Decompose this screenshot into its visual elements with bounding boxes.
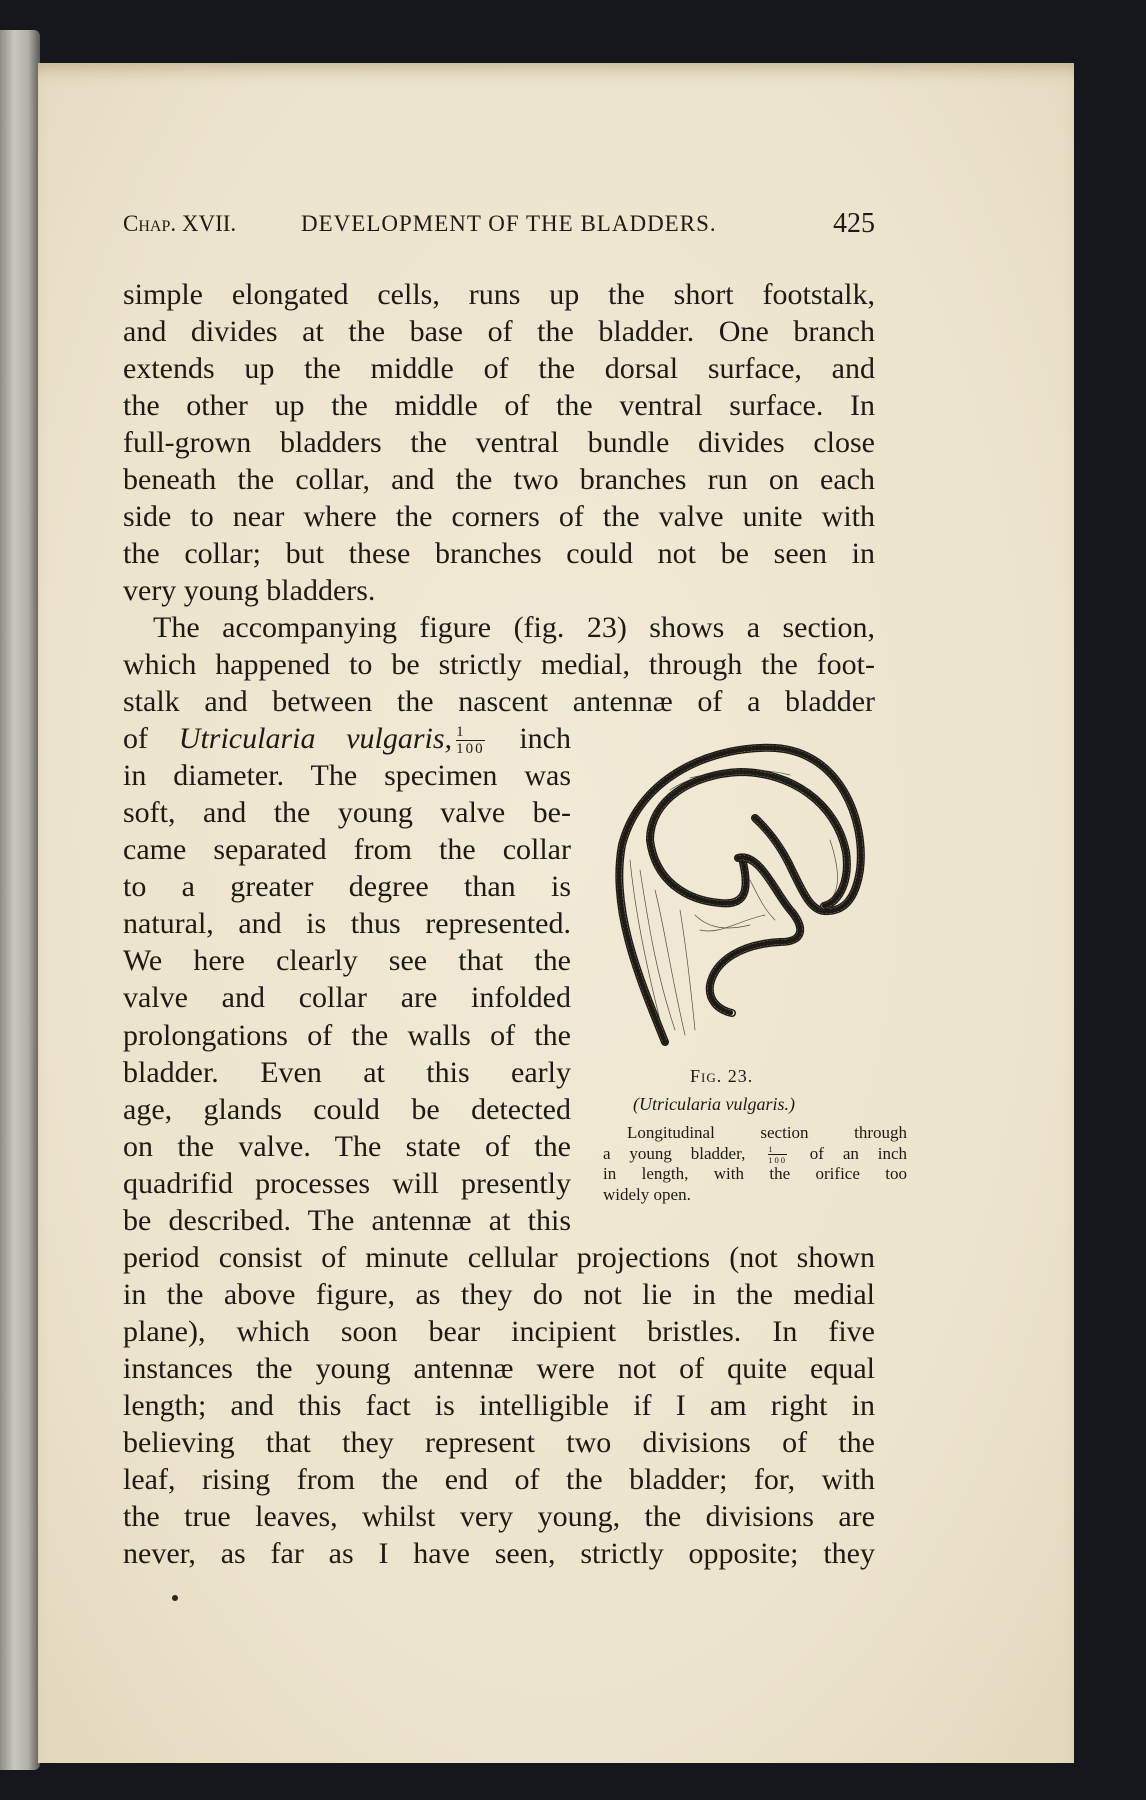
text-line xyxy=(123,1017,571,1054)
text-line xyxy=(123,1387,875,1424)
text-line xyxy=(123,1498,875,1535)
text-run: beneath the collar, and the two branches run on each xyxy=(123,462,875,496)
text-run: valve and collar are infolded xyxy=(123,981,571,1015)
text-run: widely open. xyxy=(603,1184,691,1204)
text-line xyxy=(123,1202,571,1239)
text-line xyxy=(123,424,875,461)
text-run: the true leaves, whilst very young, the divisions are xyxy=(123,1500,875,1534)
running-head-chapter: Chap. XVII. xyxy=(123,211,237,236)
text-run: bladder. Even at this early xyxy=(123,1055,571,1089)
text-run: natural, and is thus represented. xyxy=(123,907,571,941)
fraction-denominator: 100 xyxy=(768,1154,787,1165)
text-line xyxy=(123,646,875,683)
text-run: a young bladder, xyxy=(603,1143,765,1163)
fraction xyxy=(456,725,485,757)
text-line xyxy=(123,1424,875,1461)
figure-species: (Utricularia vulgaris.) xyxy=(633,1094,795,1114)
text-run: never, as far as I have seen, strictly opposite; they xyxy=(123,1537,875,1571)
text-line xyxy=(123,942,571,979)
text-run: be described. The antennæ at this xyxy=(123,1203,571,1237)
text-run: prolongations of the walls of the xyxy=(123,1018,571,1052)
fraction-numerator: 1 xyxy=(768,1144,773,1155)
text-run: believing that they represent two divisions of the xyxy=(123,1426,875,1460)
text-run: which happened to be strictly medial, through the foot- xyxy=(123,648,875,681)
text-run: instances the young antennæ were not of quite equal xyxy=(123,1351,875,1385)
text-line xyxy=(123,1350,875,1387)
page-number: 425 xyxy=(833,208,875,239)
running-head-title: DEVELOPMENT OF THE BLADDERS. xyxy=(301,211,717,236)
figure-drawing xyxy=(619,748,861,1042)
cell-wall-2 xyxy=(710,857,800,1013)
text-line xyxy=(123,794,571,831)
text-line xyxy=(123,609,875,646)
text-run: age, glands could be detected xyxy=(123,1092,571,1126)
fraction-numerator: 1 xyxy=(456,724,464,741)
text-line xyxy=(123,1535,875,1572)
text-run: length; and this fact is intelligible if I am right in xyxy=(123,1389,875,1422)
text-run: on the valve. The state of the xyxy=(123,1129,571,1163)
text-run: very young bladders. xyxy=(123,573,376,607)
text-run: leaf, rising from the end of the bladder; for, with xyxy=(123,1463,875,1497)
text-run: inch xyxy=(488,722,571,756)
text-line xyxy=(123,313,875,350)
text-line xyxy=(123,1313,875,1350)
caption-line xyxy=(603,1185,907,1205)
text-run: soft, and the young valve be- xyxy=(123,796,571,830)
text-line xyxy=(123,720,571,757)
text-run: We here clearly see that the xyxy=(123,944,571,978)
caption-line xyxy=(627,1123,907,1143)
text-run: and divides at the base of the bladder. One branch xyxy=(123,314,875,348)
text-run: stalk and between the nascent antennæ of a bladder xyxy=(123,685,875,719)
caption-line xyxy=(603,1144,907,1164)
text-line xyxy=(123,572,875,609)
text-line xyxy=(123,1276,875,1313)
text-line xyxy=(123,350,875,387)
text-line xyxy=(123,1054,571,1091)
fraction-denominator: 100 xyxy=(456,741,485,758)
text-run: came separated from the collar xyxy=(123,833,571,867)
text-line xyxy=(123,868,571,905)
text-line xyxy=(123,387,875,424)
text-run: Utricularia vulgaris, xyxy=(178,722,453,756)
text-line xyxy=(123,535,875,572)
text-run: extends up the middle of the dorsal surface, and xyxy=(123,351,875,385)
text-line xyxy=(123,276,875,313)
text-line xyxy=(123,979,571,1016)
text-run: the collar; but these branches could not be seen in xyxy=(123,536,875,570)
cell-wall-2 xyxy=(710,857,800,1013)
adjacent-page-edge xyxy=(0,30,40,1770)
text-line xyxy=(123,1239,875,1276)
text-run: The accompanying figure (fig. 23) shows a section, xyxy=(153,610,875,644)
text-run: in the above figure, as they do not lie in the medial xyxy=(123,1277,875,1311)
text-run: in diameter. The specimen was xyxy=(123,759,571,793)
ink-speck xyxy=(172,1595,178,1601)
text-run: period consist of minute cellular projections (not shown xyxy=(123,1240,875,1274)
text-line xyxy=(123,757,571,794)
text-line xyxy=(123,683,875,720)
text-line xyxy=(123,461,875,498)
text-run: plane), which soon bear incipient bristles. In five xyxy=(123,1314,875,1348)
text-line xyxy=(123,498,875,535)
figure-label: Fig. 23. xyxy=(690,1066,754,1086)
text-run: to a greater degree than is xyxy=(123,870,571,904)
cell-wall-2 xyxy=(710,857,800,1013)
text-line xyxy=(123,1165,571,1202)
text-line xyxy=(123,905,571,942)
text-run: of an inch xyxy=(790,1143,907,1163)
text-line xyxy=(123,1461,875,1498)
text-run: the other up the middle of the ventral surface. In xyxy=(123,388,875,422)
figure-bladder-section xyxy=(600,730,900,1050)
text-run: in length, with the orifice too xyxy=(603,1164,907,1183)
text-line xyxy=(123,831,571,868)
text-run: full-grown bladders the ventral bundle divides close xyxy=(123,425,875,459)
caption-line xyxy=(603,1164,907,1184)
text-run: simple elongated cells, runs up the short footstalk, xyxy=(123,277,875,311)
text-run: quadrifid processes will presently xyxy=(123,1166,571,1200)
fraction xyxy=(768,1145,787,1164)
text-run: side to near where the corners of the valve unite with xyxy=(123,499,875,533)
text-line xyxy=(123,1091,571,1128)
text-line xyxy=(123,1128,571,1165)
text-run: Longitudinal section through xyxy=(627,1123,907,1142)
text-run: of xyxy=(123,722,179,756)
